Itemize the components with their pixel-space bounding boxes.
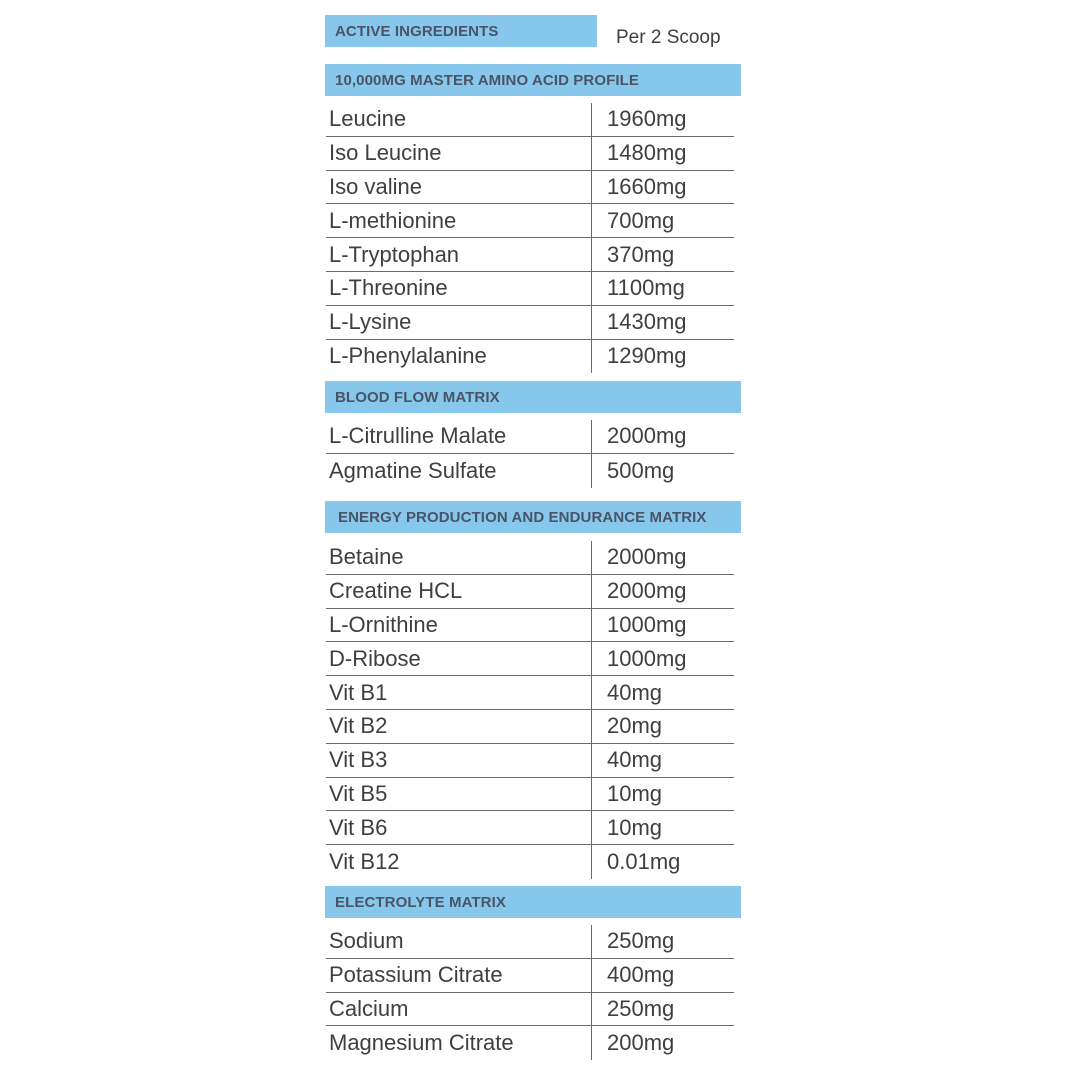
section-electrolyte-table bbox=[326, 925, 734, 1060]
ingredient-name: Calcium bbox=[329, 995, 409, 1021]
ingredient-name: Potassium Citrate bbox=[329, 962, 503, 988]
section-amino-table bbox=[326, 103, 734, 373]
ingredient-amount: 370mg bbox=[607, 241, 675, 267]
table-row bbox=[326, 811, 734, 845]
ingredient-name: L-methionine bbox=[329, 207, 457, 233]
ingredient-amount: 2000mg bbox=[607, 423, 687, 449]
table-row bbox=[326, 541, 734, 575]
table-row bbox=[326, 454, 734, 488]
ingredient-name: D-Ribose bbox=[329, 645, 421, 671]
section-title: ELECTROLYTE MATRIX bbox=[335, 893, 506, 911]
ingredient-amount: 1000mg bbox=[607, 611, 687, 637]
section-header-electrolyte bbox=[325, 886, 741, 918]
ingredient-amount: 1430mg bbox=[607, 309, 687, 335]
ingredient-name: Betaine bbox=[329, 544, 404, 570]
ingredient-amount: 10mg bbox=[607, 814, 663, 840]
ingredient-name: Sodium bbox=[329, 928, 404, 954]
table-row bbox=[326, 238, 734, 272]
table-row bbox=[326, 306, 734, 340]
ingredient-name: L-Threonine bbox=[329, 275, 448, 301]
ingredient-amount: 1480mg bbox=[607, 140, 687, 166]
table-row bbox=[326, 744, 734, 778]
ingredient-name: Magnesium Citrate bbox=[329, 1030, 514, 1056]
ingredient-amount: 400mg bbox=[607, 962, 675, 988]
section-title: 10,000MG MASTER AMINO ACID PROFILE bbox=[335, 71, 639, 89]
ingredient-amount: 40mg bbox=[607, 679, 663, 705]
ingredient-amount: 1290mg bbox=[607, 343, 687, 369]
ingredient-name: Vit B12 bbox=[329, 849, 400, 875]
table-row bbox=[326, 710, 734, 744]
section-blood-flow-table bbox=[326, 420, 734, 488]
ingredient-name: Iso Leucine bbox=[329, 140, 442, 166]
table-row bbox=[326, 204, 734, 238]
section-header-energy bbox=[325, 501, 741, 533]
ingredient-name: Leucine bbox=[329, 106, 407, 132]
ingredient-amount: 1660mg bbox=[607, 173, 687, 199]
section-header-blood-flow bbox=[325, 381, 741, 413]
ingredient-name: Iso valine bbox=[329, 173, 422, 199]
ingredient-amount: 200mg bbox=[607, 1030, 675, 1056]
ingredient-amount: 2000mg bbox=[607, 544, 687, 570]
table-row bbox=[326, 959, 734, 993]
ingredient-name: L-Citrulline Malate bbox=[329, 423, 507, 449]
table-row bbox=[326, 993, 734, 1027]
ingredient-name: L-Ornithine bbox=[329, 611, 438, 637]
table-row bbox=[326, 845, 734, 879]
ingredient-amount: 20mg bbox=[607, 713, 663, 739]
ingredient-amount: 1100mg bbox=[607, 275, 685, 301]
ingredient-name: Agmatine Sulfate bbox=[329, 457, 497, 483]
ingredient-amount: 10mg bbox=[607, 780, 663, 806]
section-energy-table bbox=[326, 541, 734, 879]
ingredient-name: Vit B2 bbox=[329, 713, 388, 739]
table-row bbox=[326, 1026, 734, 1060]
ingredient-amount: 250mg bbox=[607, 995, 675, 1021]
table-row bbox=[326, 778, 734, 812]
ingredient-name: L-Tryptophan bbox=[329, 241, 460, 267]
ingredient-name: L-Lysine bbox=[329, 309, 412, 335]
active-ingredients-label: ACTIVE INGREDIENTS bbox=[335, 22, 499, 40]
table-row bbox=[326, 340, 734, 374]
ingredient-name: Vit B3 bbox=[329, 747, 388, 773]
ingredient-name: L-Phenylalanine bbox=[329, 343, 487, 369]
ingredient-amount: 2000mg bbox=[607, 578, 687, 604]
table-row bbox=[326, 642, 734, 676]
ingredient-amount: 1960mg bbox=[607, 106, 687, 132]
table-row bbox=[326, 137, 734, 171]
table-row bbox=[326, 925, 734, 959]
table-row bbox=[326, 575, 734, 609]
table-row bbox=[326, 272, 734, 306]
ingredient-amount: 250mg bbox=[607, 928, 675, 954]
ingredient-name: Vit B1 bbox=[329, 679, 388, 705]
table-row bbox=[326, 609, 734, 643]
ingredient-amount: 0.01mg bbox=[607, 849, 681, 875]
section-title: ENERGY PRODUCTION AND ENDURANCE MATRIX bbox=[338, 508, 707, 526]
ingredient-amount: 500mg bbox=[607, 457, 675, 483]
table-row bbox=[326, 171, 734, 205]
section-title: BLOOD FLOW MATRIX bbox=[335, 388, 500, 406]
ingredient-name: Creatine HCL bbox=[329, 578, 463, 604]
ingredient-amount: 1000mg bbox=[607, 645, 687, 671]
ingredient-name: Vit B6 bbox=[329, 814, 388, 840]
ingredient-amount: 40mg bbox=[607, 747, 663, 773]
active-ingredients-header bbox=[325, 15, 597, 47]
table-row bbox=[326, 420, 734, 454]
per-serving-label: Per 2 Scoop bbox=[616, 27, 721, 48]
table-row bbox=[326, 103, 734, 137]
ingredient-name: Vit B5 bbox=[329, 780, 388, 806]
ingredient-amount: 700mg bbox=[607, 207, 675, 233]
table-row bbox=[326, 676, 734, 710]
section-header-amino bbox=[325, 64, 741, 96]
